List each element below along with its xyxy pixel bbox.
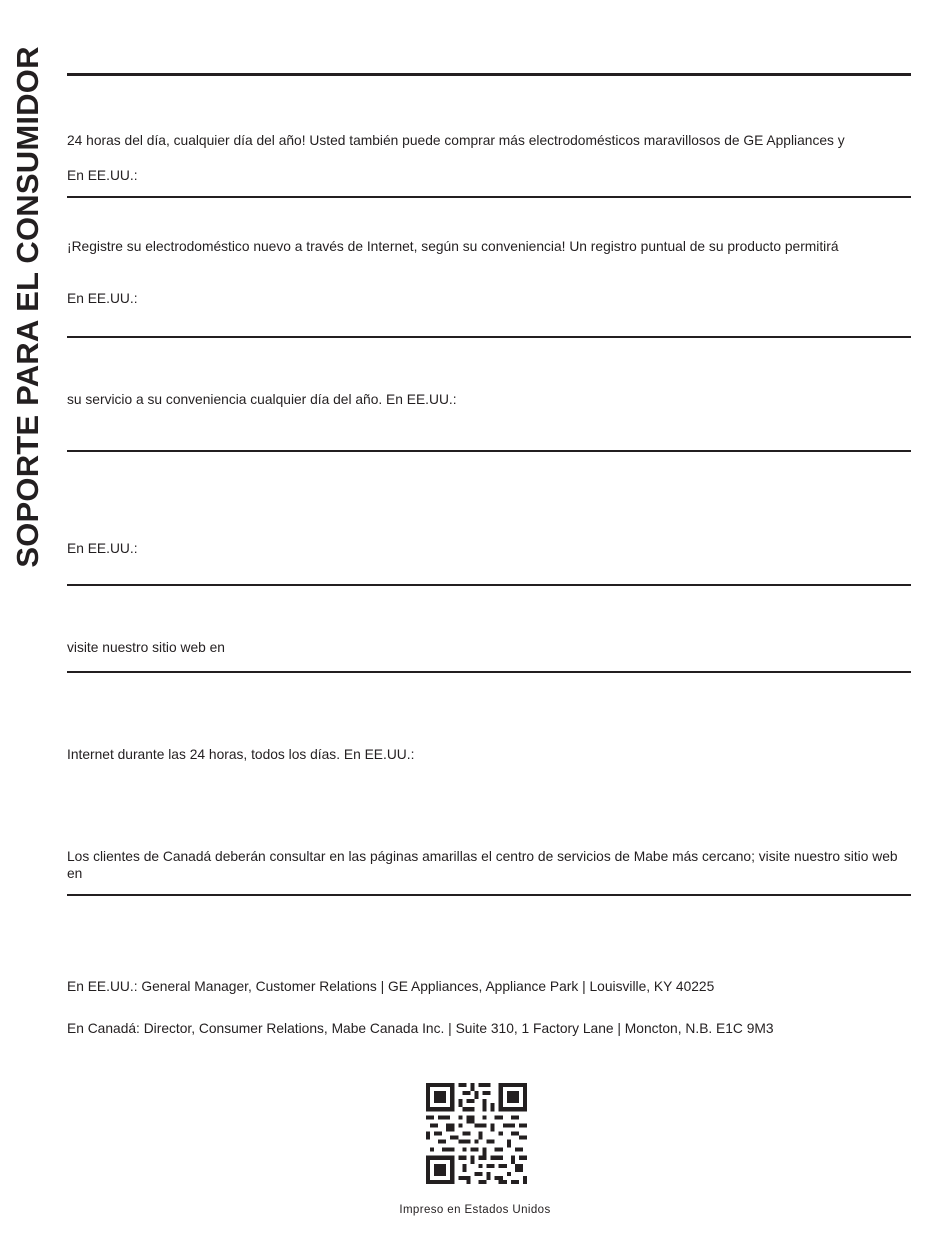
canada-contact-address: En Canadá: Director, Consumer Relations, Mabe Canada Inc. | Suite 310, 1 Factory Lane | Moncton, N.B. E1C 9M3: [67, 1021, 774, 1036]
divider: [67, 73, 911, 76]
parts-text: Internet durante las 24 horas, todos los días. En EE.UU.:: [67, 747, 415, 762]
canada-customers-text: Los clientes de Canadá deberán consultar en las páginas amarillas el centro de servicios de Mabe más cercano; visite nuestro sitio web en: [67, 849, 898, 881]
registration-us-label: En EE.UU.:: [67, 291, 138, 306]
support-us-label: En EE.UU.:: [67, 168, 138, 183]
us-contact-address: En EE.UU.: General Manager, Customer Relations | GE Appliances, Appliance Park | Louisville, KY 40225: [67, 979, 715, 994]
printed-in-note: Impreso en Estados Unidos: [399, 1204, 551, 1216]
divider: [67, 894, 911, 896]
divider: [67, 671, 911, 673]
extended-warranty-us-label: En EE.UU.:: [67, 541, 138, 556]
divider: [67, 336, 911, 338]
divider: [67, 584, 911, 586]
side-title: SOPORTE PARA EL CONSUMIDOR: [10, 46, 45, 568]
qr-code: [426, 1083, 527, 1184]
divider: [67, 196, 911, 198]
support-hours-text: 24 horas del día, cualquier día del año! Usted también puede comprar más electrodomésticos maravillosos de GE Appliances y: [67, 133, 845, 148]
service-text: su servicio a su conveniencia cualquier día del año. En EE.UU.:: [67, 392, 457, 407]
registration-text: ¡Registre su electrodoméstico nuevo a través de Internet, según su conveniencia! Un registro puntual de su producto permitirá: [67, 239, 839, 254]
divider: [67, 450, 911, 452]
website-text: visite nuestro sitio web en: [67, 640, 225, 655]
